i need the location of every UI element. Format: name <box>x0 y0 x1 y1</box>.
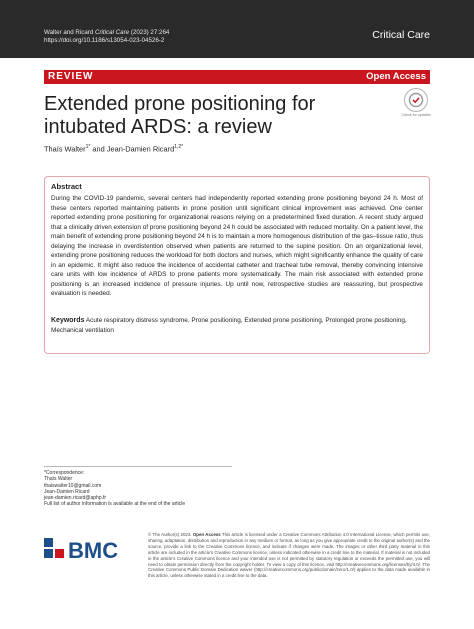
citation-block <box>44 29 169 45</box>
abstract-text: During the COVID-19 pandemic, several centers had independently reported extending prone positioning beyond 24 h. Most of these centers reported maintaining patients in prone position until significant clinical improvement was achieved. One center reported extending prone positioning for organizational reasons relying on a predetermined fixed duration. A recent study argued that a clinically driven extension of prone positioning beyond 24 h could be associated with reduced mortality. On a patient level, the main benefit of extending prone positioning beyond 24 h is to maintain a more homogenous distribution of the gas–tissue ratio, thus delaying the increase in overdistention observed when patients are returned to the supine position. On an organizational level, extending prone positioning reduces the workload for both doctors and nurses, which might significantly enhance the quality of care in an epidemic. It might also reduce the incidence of accidental catheter and tracheal tube removal, thereby convincing intensive care units with low incidence of ARDS to prone patients more systematically. The main risk associated with extended prone positioning is an increased incidence of pressure injuries. Up until now, retrospective studies are reassuring, but prospective evaluation is needed. <box>51 195 423 297</box>
journal-header <box>0 0 474 58</box>
license-text: This article is licensed under a Creative Commons Attribution 4.0 International License, which permits use, sharing, adaptation, distribution and reproduction in any medium or format, as long as you give appropriate credit to the original author(s) and the source, provide a link to the Creative Commons licence, and indicate if changes were made. The images or other third party material in this article are included in the article's Creative Commons licence, unless indicated otherwise in a credit line to the material. If material is not included in the article's Creative Commons licence and your intended use is not permitted by statutory regulation or exceeds the permitted use, you will need to obtain permission directly from the copyright holder. To view a copy of this licence, visit http://creativecommons.org/licenses/by/4.0/. The Creative Commons Public Domain Dedication waiver (http://creativecommons.org/publicdomain/zero/1.0/) applies to the data made available in this article, unless otherwise stated in a credit line to the data. <box>148 532 430 579</box>
keywords-text: Acute respiratory distress syndrome, Prone positioning, Extended prone positioning, Prolonged prone positioning, Mechanical ventilation <box>51 317 407 334</box>
author-list <box>44 144 183 153</box>
author-affiliation-mark: 1* <box>85 144 91 150</box>
article-type-label: REVIEW <box>48 71 94 82</box>
author-joiner: and <box>90 144 107 154</box>
check-for-updates-button[interactable] <box>404 88 428 112</box>
keywords-line <box>51 316 423 335</box>
bmc-logo <box>44 536 136 562</box>
cite-volume: (2023) 27:264 <box>130 29 170 36</box>
license-oa: Open Access <box>192 532 221 537</box>
author-info-note: Full list of author information is available at the end of the article <box>44 501 186 508</box>
check-updates-label: Check for updates <box>401 113 431 117</box>
publisher-logo-text: BMC <box>68 538 119 562</box>
keywords-label: Keywords <box>51 317 85 324</box>
article-title: Extended prone positioning for intubated ARDS: a review <box>44 93 316 138</box>
article-type-bar <box>44 70 430 84</box>
footnote-divider <box>44 466 232 467</box>
doi-link[interactable]: https://doi.org/10.1186/s13054-023-04526-2 <box>44 37 165 44</box>
correspondence-email[interactable]: thaiswalter10@gmail.com <box>44 482 102 489</box>
license-statement <box>148 532 430 579</box>
cite-authors: Walter and Ricard <box>44 29 94 36</box>
correspondence-name: Jean-Damien Ricard <box>44 488 90 495</box>
journal-name: Critical Care <box>372 29 430 41</box>
correspondence-label: *Correspondence: <box>44 470 85 476</box>
abstract-box <box>44 176 430 354</box>
license-lead: © The Author(s) 2023. <box>148 532 192 537</box>
open-access-label: Open Access <box>366 71 426 82</box>
correspondence-footnote <box>44 470 264 508</box>
correspondence-name: Thaïs Walter <box>44 476 73 483</box>
author-name[interactable]: Thaïs Walter <box>44 144 86 154</box>
check-updates-icon <box>408 92 424 108</box>
cite-journal: Critical Care <box>95 29 130 36</box>
abstract-heading: Abstract <box>51 182 82 191</box>
author-name[interactable]: Jean-Damien Ricard <box>106 144 175 154</box>
author-affiliation-mark: 1,2* <box>174 144 184 150</box>
correspondence-email[interactable]: jean-damien.ricard@aphp.fr <box>44 495 107 502</box>
